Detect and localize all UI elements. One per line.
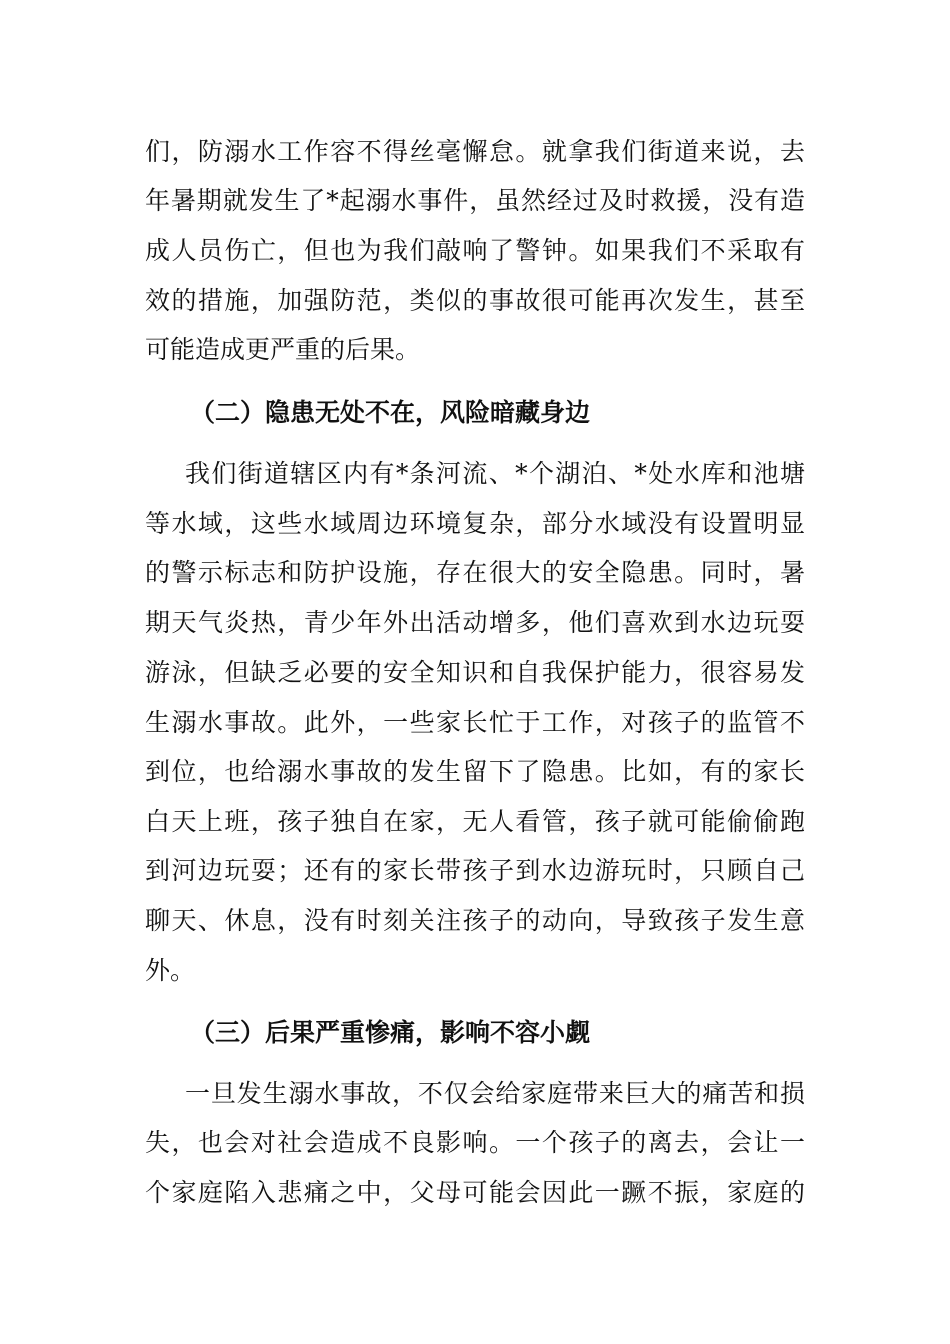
paragraph-2-line-6: 生溺水事故。此外，一些家长忙于工作，对孩子的监管不 [145, 708, 805, 737]
section-heading-2: （二）隐患无处不在，风险暗藏身边 [190, 398, 591, 427]
paragraph-3-line-3: 个家庭陷入悲痛之中，父母可能会因此一蹶不振，家庭的 [145, 1178, 805, 1207]
paragraph-1-line-3: 成人员伤亡，但也为我们敲响了警钟。如果我们不采取有 [145, 236, 805, 265]
paragraph-2-line-4: 期天气炎热，青少年外出活动增多，他们喜欢到水边玩耍 [145, 608, 805, 637]
paragraph-1-line-1: 们，防溺水工作容不得丝毫懈怠。就拿我们街道来说，去 [145, 137, 805, 166]
paragraph-2-line-8: 白天上班，孩子独自在家，无人看管，孩子就可能偷偷跑 [145, 807, 805, 836]
paragraph-2-line-9: 到河边玩耍；还有的家长带孩子到水边游玩时，只顾自己 [145, 856, 805, 885]
paragraph-2-line-1: 我们街道辖区内有*条河流、*个湖泊、*处水库和池塘 [185, 459, 805, 488]
paragraph-3-line-1: 一旦发生溺水事故，不仅会给家庭带来巨大的痛苦和损 [185, 1079, 805, 1108]
paragraph-2-line-7: 到位，也给溺水事故的发生留下了隐患。比如，有的家长 [145, 757, 805, 786]
paragraph-1-line-2: 年暑期就发生了*起溺水事件，虽然经过及时救援，没有造 [145, 186, 805, 215]
paragraph-2-line-3: 的警示标志和防护设施，存在很大的安全隐患。同时，暑 [145, 558, 805, 587]
paragraph-2-line-10: 聊天、休息，没有时刻关注孩子的动向，导致孩子发生意 [145, 906, 805, 935]
paragraph-2-line-5: 游泳，但缺乏必要的安全知识和自我保护能力，很容易发 [145, 658, 805, 687]
paragraph-1-line-5: 可能造成更严重的后果。 [145, 335, 421, 364]
paragraph-2-line-11: 外。 [145, 956, 196, 985]
paragraph-2-line-2: 等水域，这些水域周边环境复杂，部分水域没有设置明显 [145, 509, 805, 538]
section-heading-3: （三）后果严重惨痛，影响不容小觑 [190, 1018, 591, 1047]
paragraph-1-line-4: 效的措施，加强防范，类似的事故很可能再次发生，甚至 [145, 286, 805, 315]
paragraph-3-line-2: 失，也会对社会造成不良影响。一个孩子的离去，会让一 [145, 1128, 805, 1157]
